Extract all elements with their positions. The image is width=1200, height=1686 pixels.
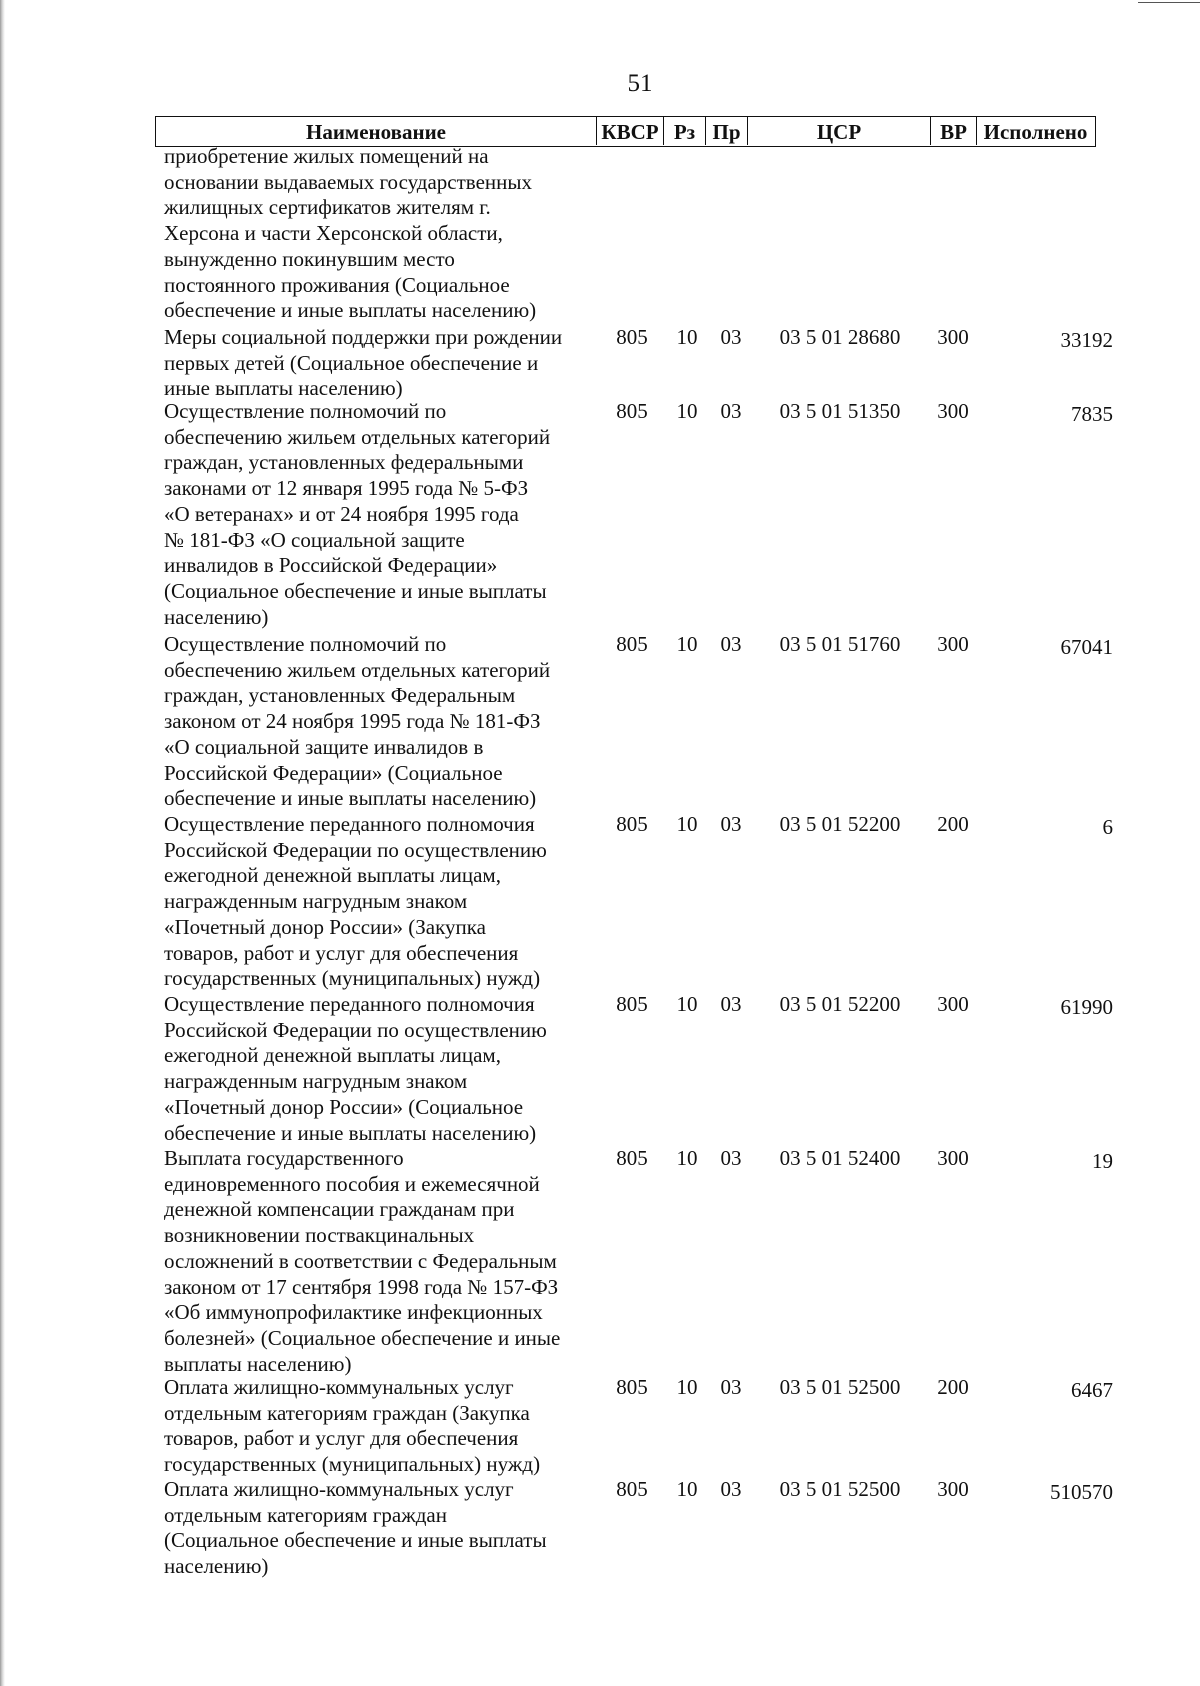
row-kvsr: 805 xyxy=(616,399,648,423)
row-rz: 10 xyxy=(676,1146,698,1170)
row-name: Выплата государственного единовременного пособия и ежемесячной денежной компенсации гражданам при возникновении поствакцинальных осложнений в соответствии с Федеральным законом от 17 сентября 1998 года № 157-ФЗ «Об иммунопрофилактике инфекционных болезней» (Социальное обеспечение и иные выплаты населению) xyxy=(164,1146,561,1376)
row-vr: 300 xyxy=(937,1477,969,1501)
row-rz: 10 xyxy=(676,632,698,656)
header-executed: Исполнено xyxy=(983,120,1088,144)
row-rz: 10 xyxy=(676,812,698,836)
row-pr: 03 xyxy=(720,992,742,1016)
row-pr: 03 xyxy=(720,812,742,836)
row-rz: 10 xyxy=(676,992,698,1016)
row-executed: 510570 xyxy=(1050,1480,1113,1504)
row-rz: 10 xyxy=(676,1477,698,1501)
row-executed: 61990 xyxy=(1060,995,1113,1019)
row-pr: 03 xyxy=(720,399,742,423)
row-csr: 03 5 01 52500 xyxy=(779,1477,901,1501)
row-name: Осуществление полномочий по обеспечению жильем отдельных категорий граждан, установленных Федеральным законом от 24 ноября 1995 года № 181-ФЗ «О социальной защите инвалидов в Российской Федерации» (Социальное обеспечение и иные выплаты населению) xyxy=(164,632,551,811)
header-csr: ЦСР xyxy=(748,117,931,145)
row-kvsr: 805 xyxy=(616,632,648,656)
row-csr: 03 5 01 51760 xyxy=(779,632,901,656)
row-name: приобретение жилых помещений на основании выдаваемых государственных жилищных сертификатов жителям г. Херсона и части Херсонской области, вынужденно покинувшим место постоянного проживания (Социальное обеспечение и иные выплаты населению) xyxy=(164,144,537,323)
row-csr: 03 5 01 28680 xyxy=(779,325,901,349)
row-vr: 200 xyxy=(937,1375,969,1399)
row-executed: 6 xyxy=(1102,815,1113,839)
row-kvsr: 805 xyxy=(616,1477,648,1501)
row-vr: 300 xyxy=(937,632,969,656)
table-header xyxy=(155,116,1096,147)
header-rz: Рз xyxy=(664,117,706,145)
row-csr: 03 5 01 52500 xyxy=(779,1375,901,1399)
row-csr: 03 5 01 52200 xyxy=(779,992,901,1016)
row-kvsr: 805 xyxy=(616,992,648,1016)
header-kvsr: КВСР xyxy=(597,117,664,145)
row-kvsr: 805 xyxy=(616,325,648,349)
row-csr: 03 5 01 52400 xyxy=(779,1146,901,1170)
header-vr: ВР xyxy=(931,117,977,145)
row-pr: 03 xyxy=(720,1375,742,1399)
header-name: Наименование xyxy=(156,117,597,145)
scan-edge xyxy=(0,0,5,1686)
corner-mark xyxy=(1138,2,1200,3)
row-name: Осуществление переданного полномочия Российской Федерации по осуществлению ежегодной денежной выплаты лицам, награжденным нагрудным знаком «Почетный донор России» (Закупка товаров, работ и услуг для обеспечения государственных (муниципальных) нужд) xyxy=(164,812,547,991)
row-name: Меры социальной поддержки при рождении первых детей (Социальное обеспечение и иные выплаты населению) xyxy=(164,325,563,401)
row-pr: 03 xyxy=(720,632,742,656)
row-vr: 300 xyxy=(937,399,969,423)
row-vr: 300 xyxy=(937,992,969,1016)
row-pr: 03 xyxy=(720,1146,742,1170)
row-name: Оплата жилищно-коммунальных услуг отдельным категориям граждан (Социальное обеспечение и иные выплаты населению) xyxy=(164,1477,547,1579)
row-executed: 67041 xyxy=(1060,635,1113,659)
row-pr: 03 xyxy=(720,1477,742,1501)
row-vr: 200 xyxy=(937,812,969,836)
row-vr: 300 xyxy=(937,325,969,349)
row-csr: 03 5 01 52200 xyxy=(779,812,901,836)
row-kvsr: 805 xyxy=(616,1375,648,1399)
row-vr: 300 xyxy=(937,1146,969,1170)
row-name: Оплата жилищно-коммунальных услуг отдельным категориям граждан (Закупка товаров, работ и услуг для обеспечения государственных (муниципальных) нужд) xyxy=(164,1375,541,1477)
row-csr: 03 5 01 51350 xyxy=(779,399,901,423)
row-executed: 7835 xyxy=(1071,402,1113,426)
row-rz: 10 xyxy=(676,399,698,423)
row-name: Осуществление переданного полномочия Российской Федерации по осуществлению ежегодной денежной выплаты лицам, награжденным нагрудным знаком «Почетный донор России» (Социальное обеспечение и иные выплаты населению) xyxy=(164,992,547,1145)
row-rz: 10 xyxy=(676,1375,698,1399)
row-name: Осуществление полномочий по обеспечению жильем отдельных категорий граждан, установленных федеральными законами от 12 января 1995 года № 5-ФЗ «О ветеранах» и от 24 ноября 1995 года № 181-ФЗ «О социальной защите инвалидов в Российской Федерации» (Социальное обеспечение и иные выплаты населению) xyxy=(164,399,551,629)
row-kvsr: 805 xyxy=(616,1146,648,1170)
row-executed: 33192 xyxy=(1060,328,1113,352)
row-executed: 6467 xyxy=(1071,1378,1113,1402)
row-executed: 19 xyxy=(1092,1149,1113,1173)
row-pr: 03 xyxy=(720,325,742,349)
row-rz: 10 xyxy=(676,325,698,349)
row-kvsr: 805 xyxy=(616,812,648,836)
page-number: 51 xyxy=(627,70,653,97)
header-pr: Пр xyxy=(706,117,748,145)
